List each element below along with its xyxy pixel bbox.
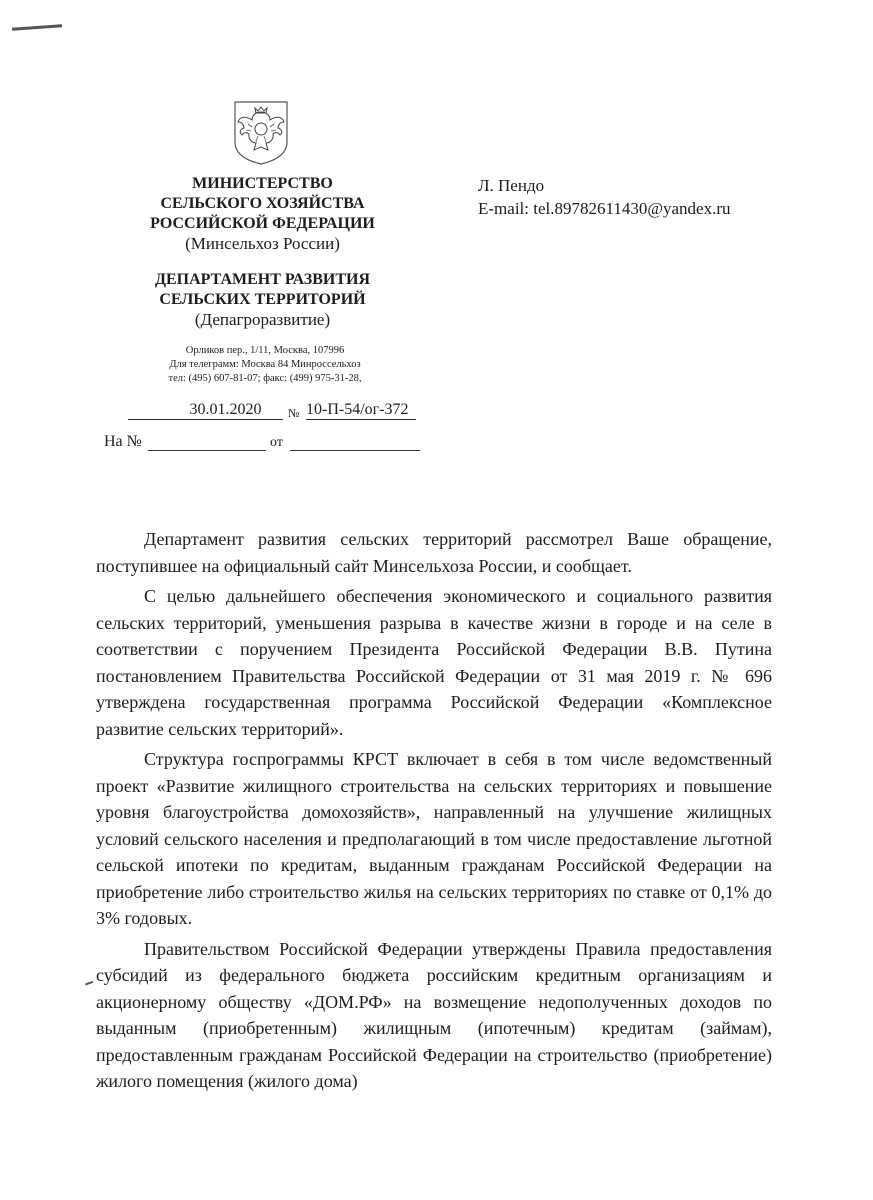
body-paragraph-1: Департамент развития сельских территорий рассмотрел Ваше обращение, поступившее на официальный сайт Минсельхоза России, и сообщает.: [96, 529, 772, 576]
reference-label: На №: [104, 433, 142, 450]
recipient-name: Л. Пендо: [478, 176, 545, 195]
recipient-block: [478, 174, 838, 220]
letter-body: [96, 526, 772, 1099]
ministry-name-line1: МИНИСТЕРСТВО: [192, 175, 333, 192]
ministry-name-line2: СЕЛЬСКОГО ХОЗЯЙСТВА: [160, 195, 365, 212]
coat-of-arms-icon: [230, 98, 292, 166]
scan-stray-mark: [85, 981, 95, 990]
ministry-block: [140, 174, 385, 254]
reference-date-blank: [290, 450, 420, 451]
registration-number-label: №: [288, 406, 300, 420]
reference-line: [104, 433, 434, 457]
ministry-name-line3: РОССИЙСКОЙ ФЕДЕРАЦИИ: [150, 215, 375, 232]
address-line1: Орликов пер., 1/11, Москва, 107996: [185, 345, 345, 356]
department-name-line1: ДЕПАРТАМЕНТ РАЗВИТИЯ: [154, 271, 371, 288]
body-paragraph-2: С целью дальнейшего обеспечения экономического и социального развития сельских территорий, уменьшения разрыва в качестве жизни в городе и на селе в соответствии с поручением Президента Российской Федерации В.В. Путина постановлением Правительства Российской Федерации от 31 мая 2019 г. № 696 утверждена государственная программа Российской Федерации «Комплексное развитие сельских территорий».: [96, 586, 772, 739]
body-paragraph-4: Правительством Российской Федерации утверждены Правила предоставления субсидий из федерального бюджета российским кредитным организациям и акционерному обществу «ДОМ.РФ» на возмещение недополученных доходов по выданным (приобретенным) жилищным (ипотечным) кредитам (займам), предоставленным гражданам Российской Федерации на строительство (приобретение) жилого помещения (жилого дома): [96, 938, 772, 1091]
scan-artifact-mark: [12, 24, 62, 30]
ministry-short-name: (Минсельхоз России): [185, 234, 340, 253]
registration-line: [128, 401, 428, 425]
reference-from-label: от: [270, 435, 283, 450]
department-block: [140, 270, 385, 330]
reference-number-blank: [148, 450, 266, 451]
address-line3: тел: (495) 607-81-07; факс: (499) 975-31-28,: [168, 373, 362, 384]
recipient-email: E-mail: tel.89782611430@yandex.ru: [478, 199, 731, 218]
address-line2: Для телеграмм: Москва 84 Минроссельхоз: [169, 359, 361, 370]
body-paragraph-3: Структура госпрограммы КРСТ включает в себя в том числе ведомственный проект «Развитие жилищного строительства на сельских территориях и повышение уровня благоустройства домохозяйств», направленный на улучшение жилищных условий сельского населения и предполагающий в том числе предоставление льготной сельской ипотеки по кредитам, выданным гражданам Российской Федерации на приобретение либо строительство жилья на сельских территориях по ставке от 0,1% до 3% годовых.: [96, 749, 772, 928]
department-name-line2: СЕЛЬСКИХ ТЕРРИТОРИЙ: [159, 291, 366, 308]
department-short-name: (Депагроразвитие): [194, 310, 331, 329]
registration-number: 10-П-54/ог-372: [306, 401, 416, 420]
registration-date: 30.01.2020: [128, 401, 283, 420]
address-block: [130, 344, 400, 386]
